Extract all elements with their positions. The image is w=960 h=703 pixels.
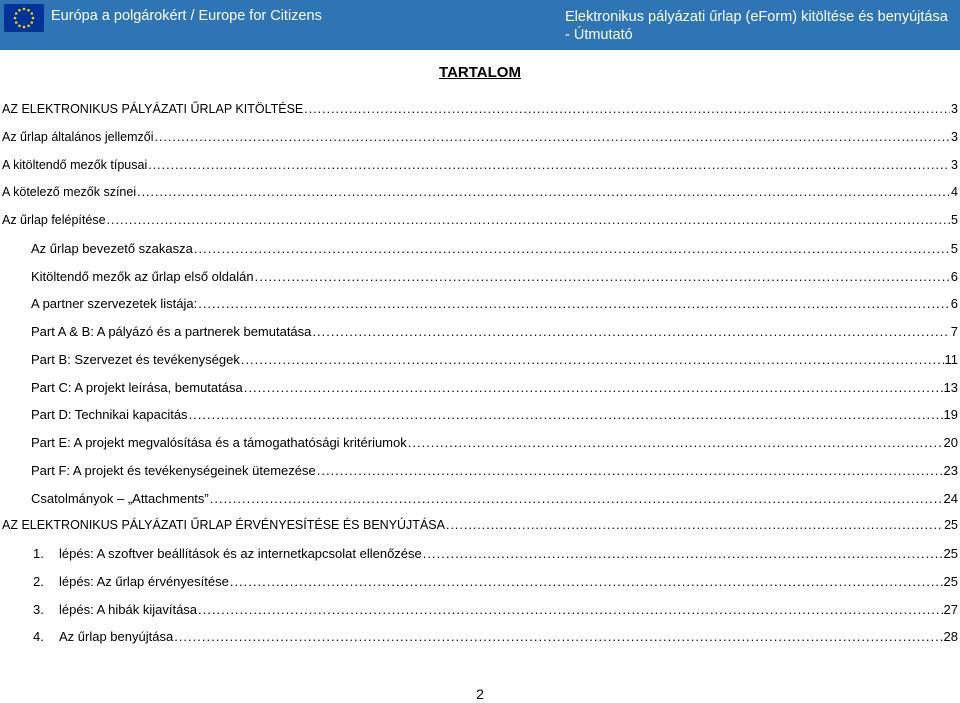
toc-page-number: 6 <box>950 296 958 312</box>
toc-page-number: 6 <box>950 268 958 284</box>
toc-page-number: 13 <box>943 379 958 395</box>
toc-entry[interactable]: Part D: Technikai kapacitás ..... 19 <box>2 401 958 429</box>
toc-page-number: 11 <box>944 351 958 367</box>
toc-entry[interactable]: AZ ELEKTRONIKUS PÁLYÁZATI ŰRLAP ÉRVÉNYESÍTÉSE ÉS BENYÚJTÁSA ..... 25 <box>2 512 958 540</box>
toc-page-number: 23 <box>943 462 958 478</box>
toc-page-number: 27 <box>943 601 958 617</box>
page-number: 2 <box>476 686 484 702</box>
toc-step-number: 3. <box>33 601 44 617</box>
toc-entry[interactable]: Part B: Szervezet és tevékenységek ..... 11 <box>2 346 958 374</box>
toc-entry[interactable]: A partner szervezetek listája: ..... 6 <box>2 290 958 318</box>
toc-page-number: 25 <box>944 518 958 533</box>
header-program-name: Európa a polgárokért / Europe for Citizens <box>51 8 322 24</box>
toc-entry[interactable]: Part C: A projekt leírása, bemutatása ..... 13 <box>2 374 958 402</box>
toc-entry[interactable]: Az űrlap felépítése ..... 5 <box>2 207 958 235</box>
table-of-contents <box>2 96 958 651</box>
toc-entry[interactable]: Part F: A projekt és tevékenységeinek ütemezése ..... 23 <box>2 457 958 485</box>
toc-page-number: 25 <box>943 546 958 561</box>
toc-page-number: 24 <box>943 490 958 506</box>
toc-entry[interactable]: Part A & B: A pályázó és a partnerek bemutatása ..... 7 <box>2 318 958 346</box>
toc-page-number: 28 <box>943 629 958 645</box>
toc-entry[interactable]: 4. Az űrlap benyújtása ..... 28 <box>2 623 958 651</box>
toc-entry[interactable]: A kitöltendő mezők típusai ..... 3 <box>2 152 958 180</box>
toc-page-number: 4 <box>951 185 958 200</box>
toc-page-number: 19 <box>943 407 958 423</box>
eu-flag-icon <box>4 4 44 32</box>
toc-entry[interactable]: Az űrlap általános jellemzői ..... 3 <box>2 124 958 152</box>
toc-entry[interactable]: AZ ELEKTRONIKUS PÁLYÁZATI ŰRLAP KITÖLTÉSE ..... 3 <box>2 96 958 124</box>
toc-entry[interactable]: Part E: A projekt megvalósítása és a támogathatósági kritériumok ..... 20 <box>2 429 958 457</box>
toc-page-number: 3 <box>951 157 958 172</box>
toc-page-number: 5 <box>951 213 958 227</box>
document-header <box>0 0 960 50</box>
toc-page-number: 7 <box>950 324 958 339</box>
toc-step-number: 1. <box>33 546 44 561</box>
toc-entry[interactable]: Csatolmányok – „Attachments” ..... 24 <box>2 485 958 513</box>
toc-entry[interactable]: 1. lépés: A szoftver beállítások és az internetkapcsolat ellenőzése ..... 25 <box>2 540 958 568</box>
toc-page-number: 20 <box>943 435 958 450</box>
toc-page-number: 5 <box>950 240 958 256</box>
toc-step-number: 4. <box>33 629 44 645</box>
toc-title: TARTALOM <box>439 64 521 81</box>
header-document-title: Elektronikus pályázati űrlap (eForm) kitöltése és benyújtása - Útmutató <box>565 9 948 43</box>
toc-entry[interactable]: 2. lépés: Az űrlap érvényesítése ..... 25 <box>2 568 958 596</box>
toc-page-number: 3 <box>951 129 958 144</box>
toc-entry[interactable]: Az űrlap bevezető szakasza ..... 5 <box>2 235 958 263</box>
toc-entry[interactable]: Kitöltendő mezők az űrlap első oldalán ..... 6 <box>2 263 958 291</box>
toc-page-number: 25 <box>943 573 958 589</box>
toc-entry[interactable]: 3. lépés: A hibák kijavítása ..... 27 <box>2 596 958 624</box>
toc-step-number: 2. <box>33 573 44 589</box>
toc-page-number: 3 <box>951 102 958 116</box>
toc-entry[interactable]: A kötelező mezők színei ..... 4 <box>2 179 958 207</box>
